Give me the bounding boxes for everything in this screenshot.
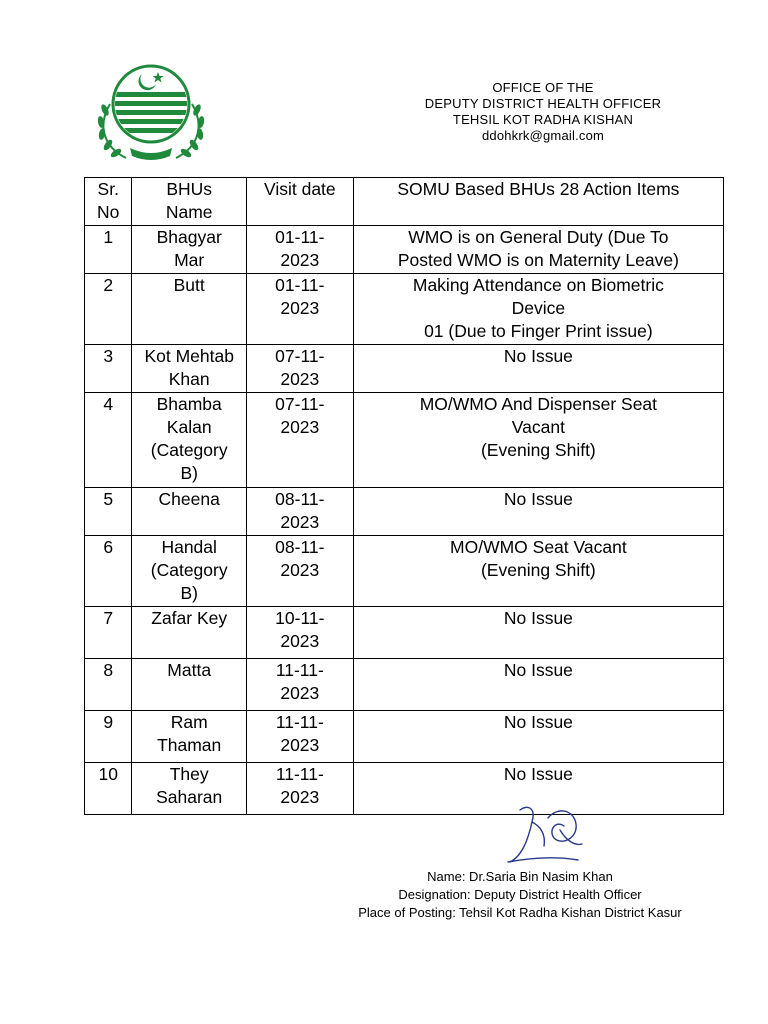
office-line-1: OFFICE OF THE — [492, 80, 594, 95]
cell-bhu-name: Butt — [132, 274, 246, 345]
signatory-posting: Place of Posting: Tehsil Kot Radha Kishan District Kasur — [358, 905, 682, 920]
signatory-block — [330, 868, 710, 922]
cell-sr-no: 1 — [85, 226, 132, 274]
column-header-action-items: SOMU Based BHUs 28 Action Items — [353, 178, 723, 226]
cell-bhu-name: Handal (Category B) — [132, 536, 246, 607]
cell-action-item: No Issue — [353, 711, 723, 763]
cell-bhu-name: Kot Mehtab Khan — [132, 345, 246, 393]
cell-visit-date: 10-11- 2023 — [246, 607, 353, 659]
table-row — [85, 226, 724, 274]
cell-visit-date: 01-11- 2023 — [246, 274, 353, 345]
cell-sr-no: 2 — [85, 274, 132, 345]
office-email: ddohkrk@gmail.com — [481, 128, 605, 143]
cell-visit-date: 11-11- 2023 — [246, 763, 353, 815]
column-header-visit-date: Visit date — [246, 178, 353, 226]
cell-bhu-name: Bhagyar Mar — [132, 226, 246, 274]
office-line-2: DEPUTY DISTRICT HEALTH OFFICER — [424, 96, 662, 111]
cell-bhu-name: Zafar Key — [132, 607, 246, 659]
table-row — [85, 274, 724, 345]
cell-visit-date: 07-11- 2023 — [246, 345, 353, 393]
table-row — [85, 607, 724, 659]
table-header-row — [85, 178, 724, 226]
cell-bhu-name: Matta — [132, 659, 246, 711]
cell-sr-no: 4 — [85, 393, 132, 488]
office-line-3: TEHSIL KOT RADHA KISHAN — [452, 112, 634, 127]
cell-action-item: Making Attendance on Biometric Device 01 (Due to Finger Print issue) — [353, 274, 723, 345]
signatory-name: Name: Dr.Saria Bin Nasim Khan — [427, 869, 613, 884]
cell-sr-no: 7 — [85, 607, 132, 659]
bhu-visits-table — [84, 177, 724, 815]
cell-visit-date: 01-11- 2023 — [246, 226, 353, 274]
cell-action-item: No Issue — [353, 607, 723, 659]
office-heading — [408, 80, 678, 144]
table-row — [85, 763, 724, 815]
cell-visit-date: 08-11- 2023 — [246, 536, 353, 607]
table-row — [85, 345, 724, 393]
cell-visit-date: 07-11- 2023 — [246, 393, 353, 488]
punjab-government-emblem-icon — [92, 64, 210, 164]
cell-bhu-name: Ram Thaman — [132, 711, 246, 763]
cell-sr-no: 6 — [85, 536, 132, 607]
cell-bhu-name: Bhamba Kalan (Category B) — [132, 393, 246, 488]
cell-visit-date: 08-11- 2023 — [246, 488, 353, 536]
cell-visit-date: 11-11- 2023 — [246, 711, 353, 763]
cell-sr-no: 5 — [85, 488, 132, 536]
table-row — [85, 659, 724, 711]
cell-action-item: MO/WMO Seat Vacant (Evening Shift) — [353, 536, 723, 607]
cell-sr-no: 3 — [85, 345, 132, 393]
cell-visit-date: 11-11- 2023 — [246, 659, 353, 711]
cell-action-item: WMO is on General Duty (Due To Posted WMO is on Maternity Leave) — [353, 226, 723, 274]
table-row — [85, 536, 724, 607]
table-row — [85, 488, 724, 536]
cell-action-item: No Issue — [353, 659, 723, 711]
cell-action-item: No Issue — [353, 345, 723, 393]
table-row — [85, 711, 724, 763]
cell-sr-no: 9 — [85, 711, 132, 763]
cell-action-item: No Issue — [353, 488, 723, 536]
cell-sr-no: 10 — [85, 763, 132, 815]
cell-action-item: No Issue — [353, 763, 723, 815]
cell-bhu-name: They Saharan — [132, 763, 246, 815]
column-header-sr-no: Sr. No — [85, 178, 132, 226]
handwritten-signature-icon — [500, 800, 600, 870]
signatory-designation: Designation: Deputy District Health Officer — [398, 887, 642, 902]
cell-action-item: MO/WMO And Dispenser Seat Vacant (Evening Shift) — [353, 393, 723, 488]
cell-sr-no: 8 — [85, 659, 132, 711]
column-header-bhus-name: BHUs Name — [132, 178, 246, 226]
table-row — [85, 393, 724, 488]
cell-bhu-name: Cheena — [132, 488, 246, 536]
